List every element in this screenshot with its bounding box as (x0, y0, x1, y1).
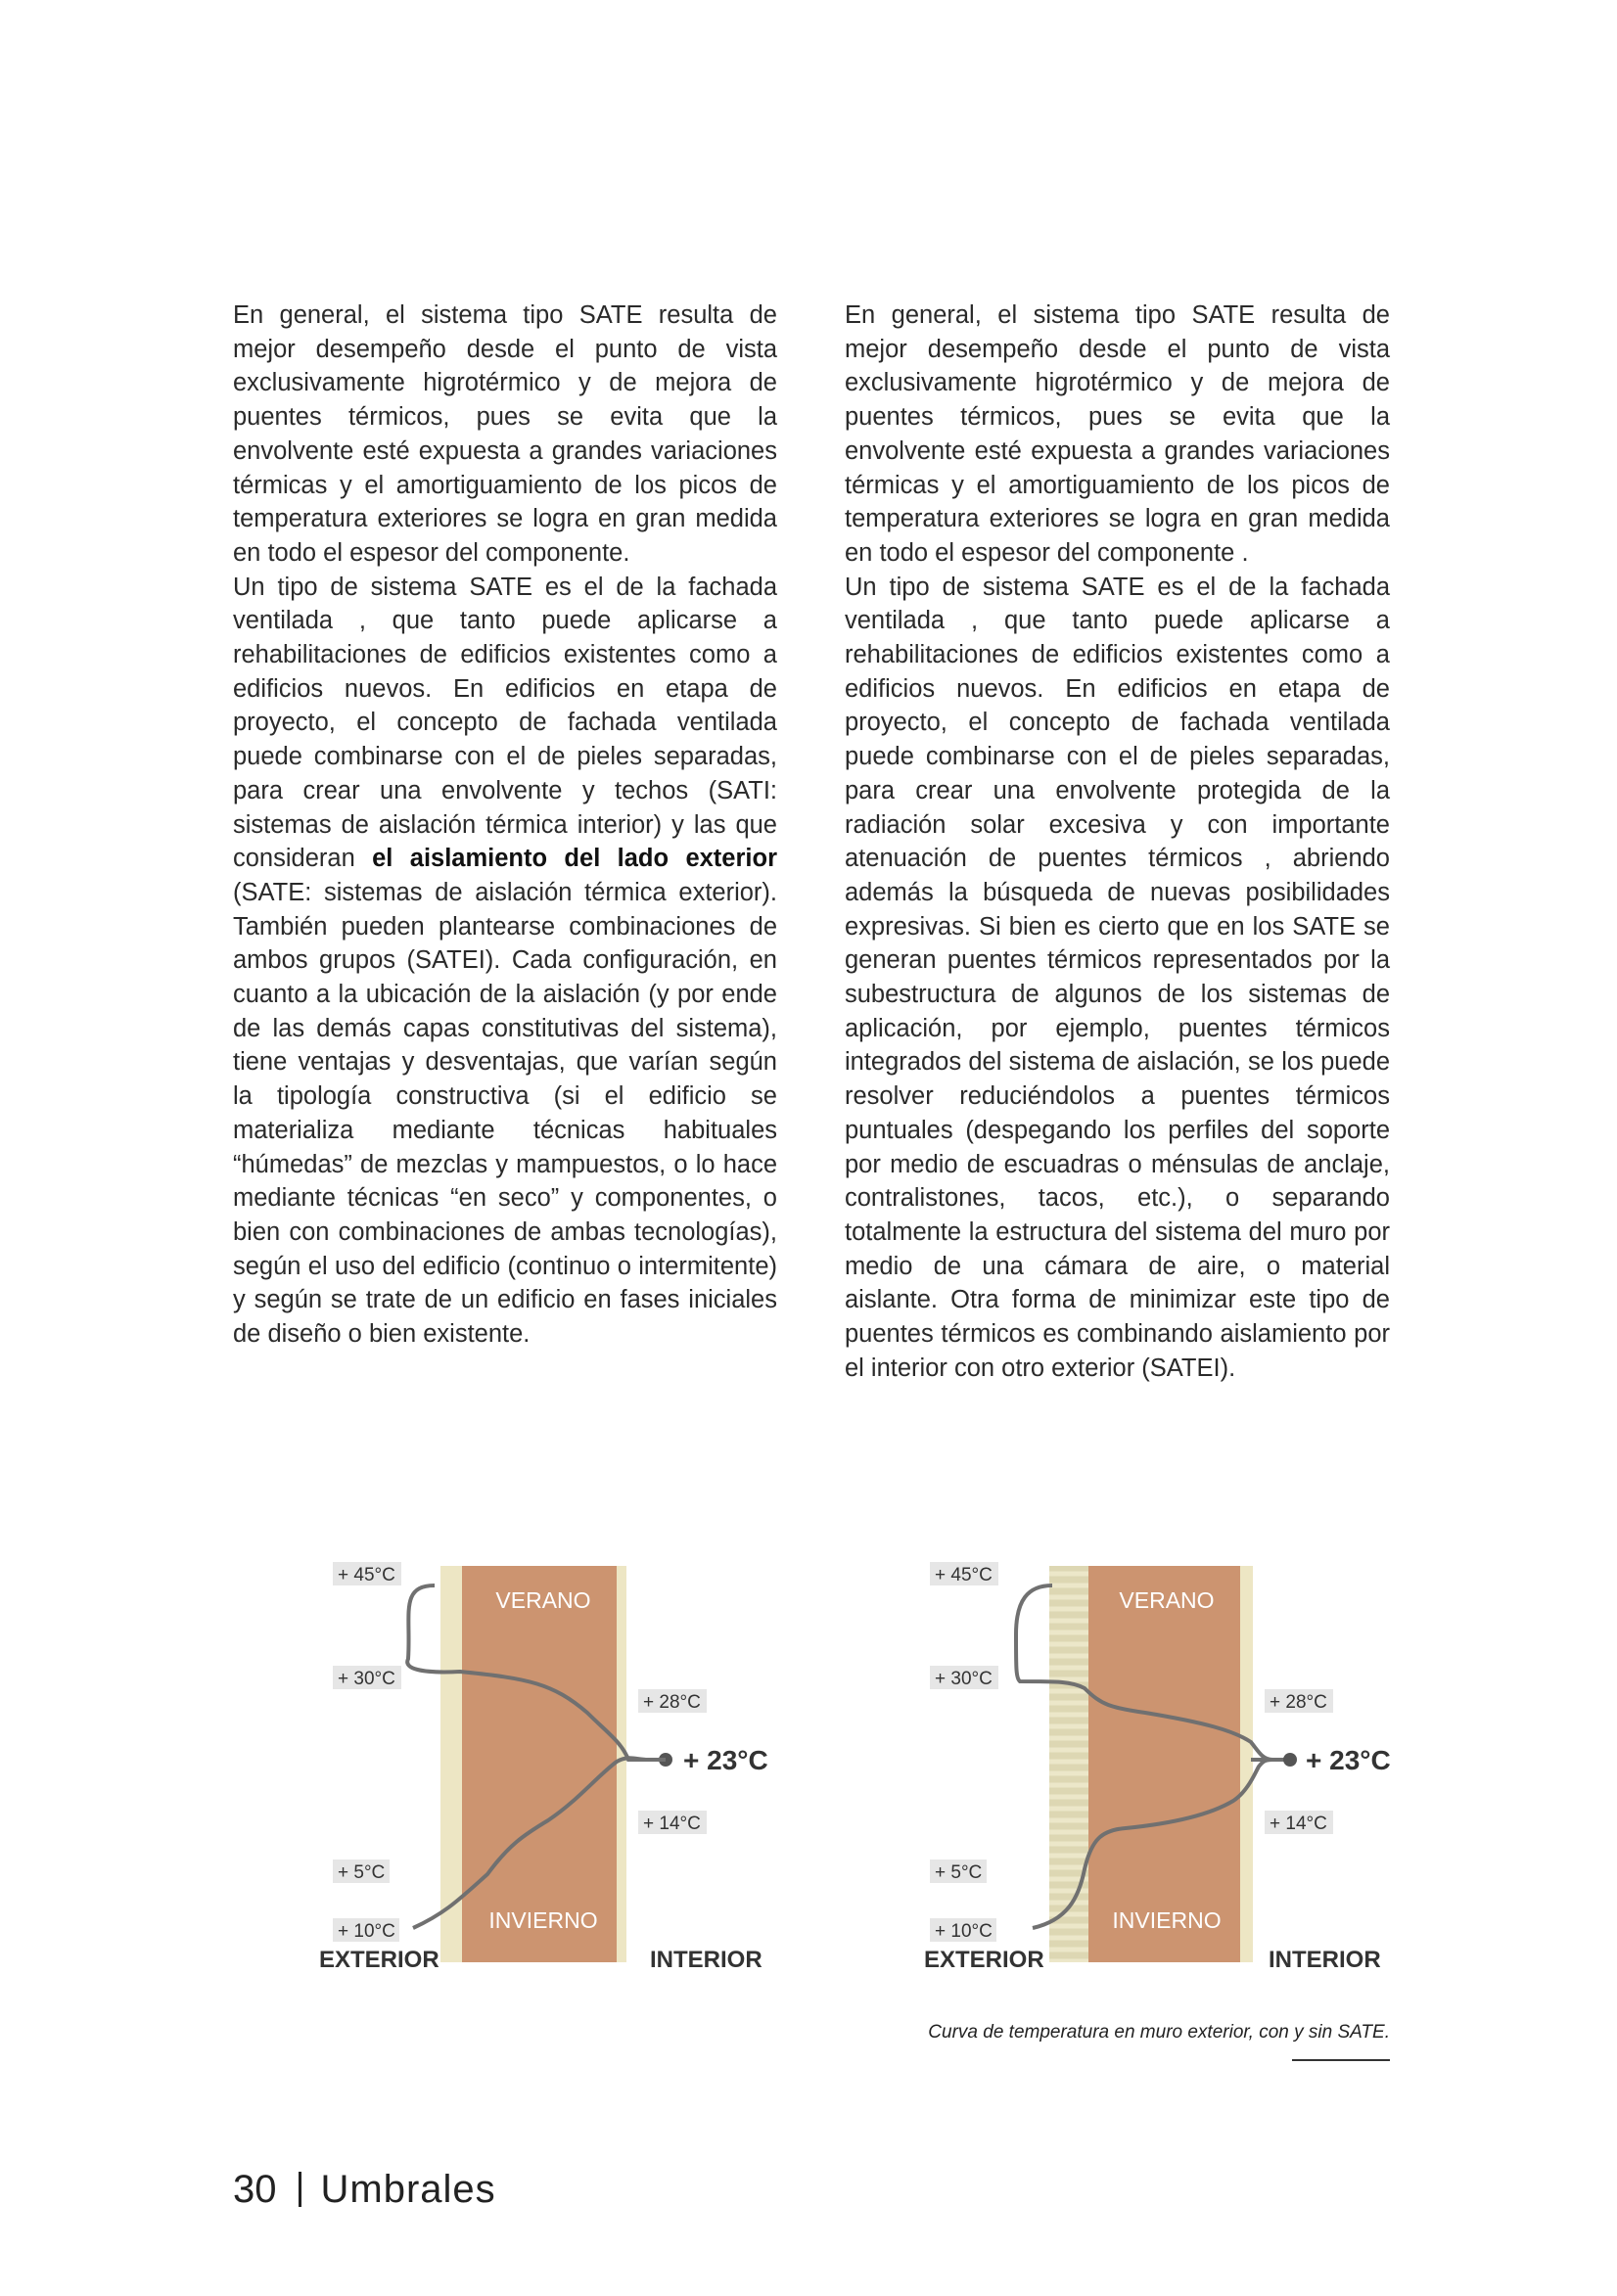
left-p2-text-a: Un tipo de sistema SATE es el de la fachada ventilada , que tanto puede aplicarse a rehabilitaciones de edificios existentes como a edificios nuevos. En edificios en etapa de proyecto, el concepto de fachada ventilada puede combinarse con el de pieles separadas, para crear una envolvente y techos (SATI: sistemas de aislación térmica interior) y las que consideran (233, 573, 777, 873)
figure-caption: Curva de temperatura en muro exterior, con y sin SATE. (928, 2022, 1390, 2043)
interior-label: INTERIOR (1269, 1947, 1381, 1973)
exterior-label: EXTERIOR (319, 1947, 439, 1973)
temp-label-45: + 45°C (935, 1565, 993, 1585)
interior-label: INTERIOR (650, 1947, 762, 1973)
equilibrium-point (1283, 1753, 1297, 1767)
temp-label-45: + 45°C (338, 1565, 395, 1585)
left-p2-text-b: (SATE: sistemas de aislación térmica exterior). También pueden plantearse combinaciones de ambos grupos (SATEI). Cada configuración, en cuanto a la ubicación de la aislación (y por ende de las demás capas constitutivas del sistema), tiene ventajas y desventajas, que varían según la tipología constructiva (si el edificio se materializa mediante técnicas habituales “húmedas” de mezclas y mampuestos, o lo hace mediante técnicas “en seco” y componentes, o bien con combinaciones de ambas tecnologías), según el uso del edificio (continuo o intermitente) y según se trate de un edificio en fases iniciales de diseño o bien existente. (233, 878, 777, 1349)
wall-layer (462, 1566, 617, 1962)
season-top-label: VERANO (1119, 1587, 1215, 1613)
season-top-label: VERANO (495, 1587, 591, 1613)
right-paragraph-1: En general, el sistema tipo SATE resulta de mejor desempeño desde el punto de vista exclusivamente higrotérmico y de mejora de puentes térmicos, pues se evita que la envolvente esté expuesta a grandes variaciones térmicas y el amortiguamiento de los picos de temperatura exteriores se logra en gran medida en todo el espesor del componente . (845, 301, 1390, 567)
publication-title: Umbrales (320, 2168, 496, 2211)
footer-divider (299, 2172, 301, 2207)
left-paragraph-2 (233, 571, 777, 1352)
right-text-column (845, 298, 1390, 1386)
temp-label-23: + 23°C (683, 1745, 768, 1775)
page-footer (233, 2168, 496, 2212)
temp-label-23: + 23°C (1306, 1745, 1391, 1775)
temp-label-14: + 14°C (643, 1814, 701, 1834)
season-bottom-label: INVIERNO (488, 1907, 598, 1933)
temp-label-28: + 28°C (643, 1692, 701, 1713)
temp-label-10: + 10°C (338, 1921, 395, 1942)
temperature-figure-with-sate (910, 1556, 1400, 1997)
temp-label-10: + 10°C (935, 1921, 993, 1942)
temp-label-30: + 30°C (935, 1669, 993, 1689)
page-number: 30 (233, 2168, 277, 2211)
right-paragraph-2: Un tipo de sistema SATE es el de la fachada ventilada , que tanto puede aplicarse a rehabilitaciones de edificios existentes como a edificios nuevos. En edificios en etapa de proyecto, el concepto de fachada ventilada puede combinarse con el de pieles separadas, para crear una envolvente protegida de la radiación solar excesiva y con importante atenuación de puentes térmicos , abriendo además la búsqueda de nuevas posibilidades expresivas. Si bien es cierto que en los SATE se generan puentes térmicos representados por la subestructura de algunos de los sistemas de aplicación, por ejemplo, puentes térmicos integrados del sistema de aislación, se los puede resolver reduciéndolos a puentes térmicos puntuales (despegando los perfiles del soporte por medio de escuadras o ménsulas de anclaje, contralistones, tacos, etc.), o separando totalmente la estructura del sistema del muro por medio de una cámara de aire, o material aislante. Otra forma de minimizar este tipo de puentes térmicos es combinando aislamiento por el interior con otro exterior (SATEI). (845, 573, 1390, 1382)
figure-svg-right (910, 1556, 1400, 1997)
temp-label-28: + 28°C (1270, 1692, 1327, 1713)
left-p2-bold: el aislamiento del lado exterior (372, 845, 777, 873)
temperature-figure-without-sate (313, 1556, 793, 1997)
left-paragraph-1: En general, el sistema tipo SATE resulta de mejor desempeño desde el punto de vista exclusivamente higrotérmico y de mejora de puentes térmicos, pues se evita que la envolvente esté expuesta a grandes variaciones térmicas y el amortiguamiento de los picos de temperatura exteriores se logra en gran medida en todo el espesor del componente. (233, 301, 777, 567)
temp-label-30: + 30°C (338, 1669, 395, 1689)
figure-svg-left (313, 1556, 793, 1997)
left-text-column (233, 298, 777, 1352)
season-bottom-label: INVIERNO (1112, 1907, 1222, 1933)
temp-label-5: + 5°C (338, 1862, 386, 1883)
insulation-layer (1049, 1566, 1088, 1962)
caption-rule (1292, 2059, 1390, 2061)
exterior-label: EXTERIOR (924, 1947, 1044, 1973)
temp-label-14: + 14°C (1270, 1814, 1327, 1834)
temp-label-5: + 5°C (935, 1862, 983, 1883)
wall-layer (1088, 1566, 1240, 1962)
